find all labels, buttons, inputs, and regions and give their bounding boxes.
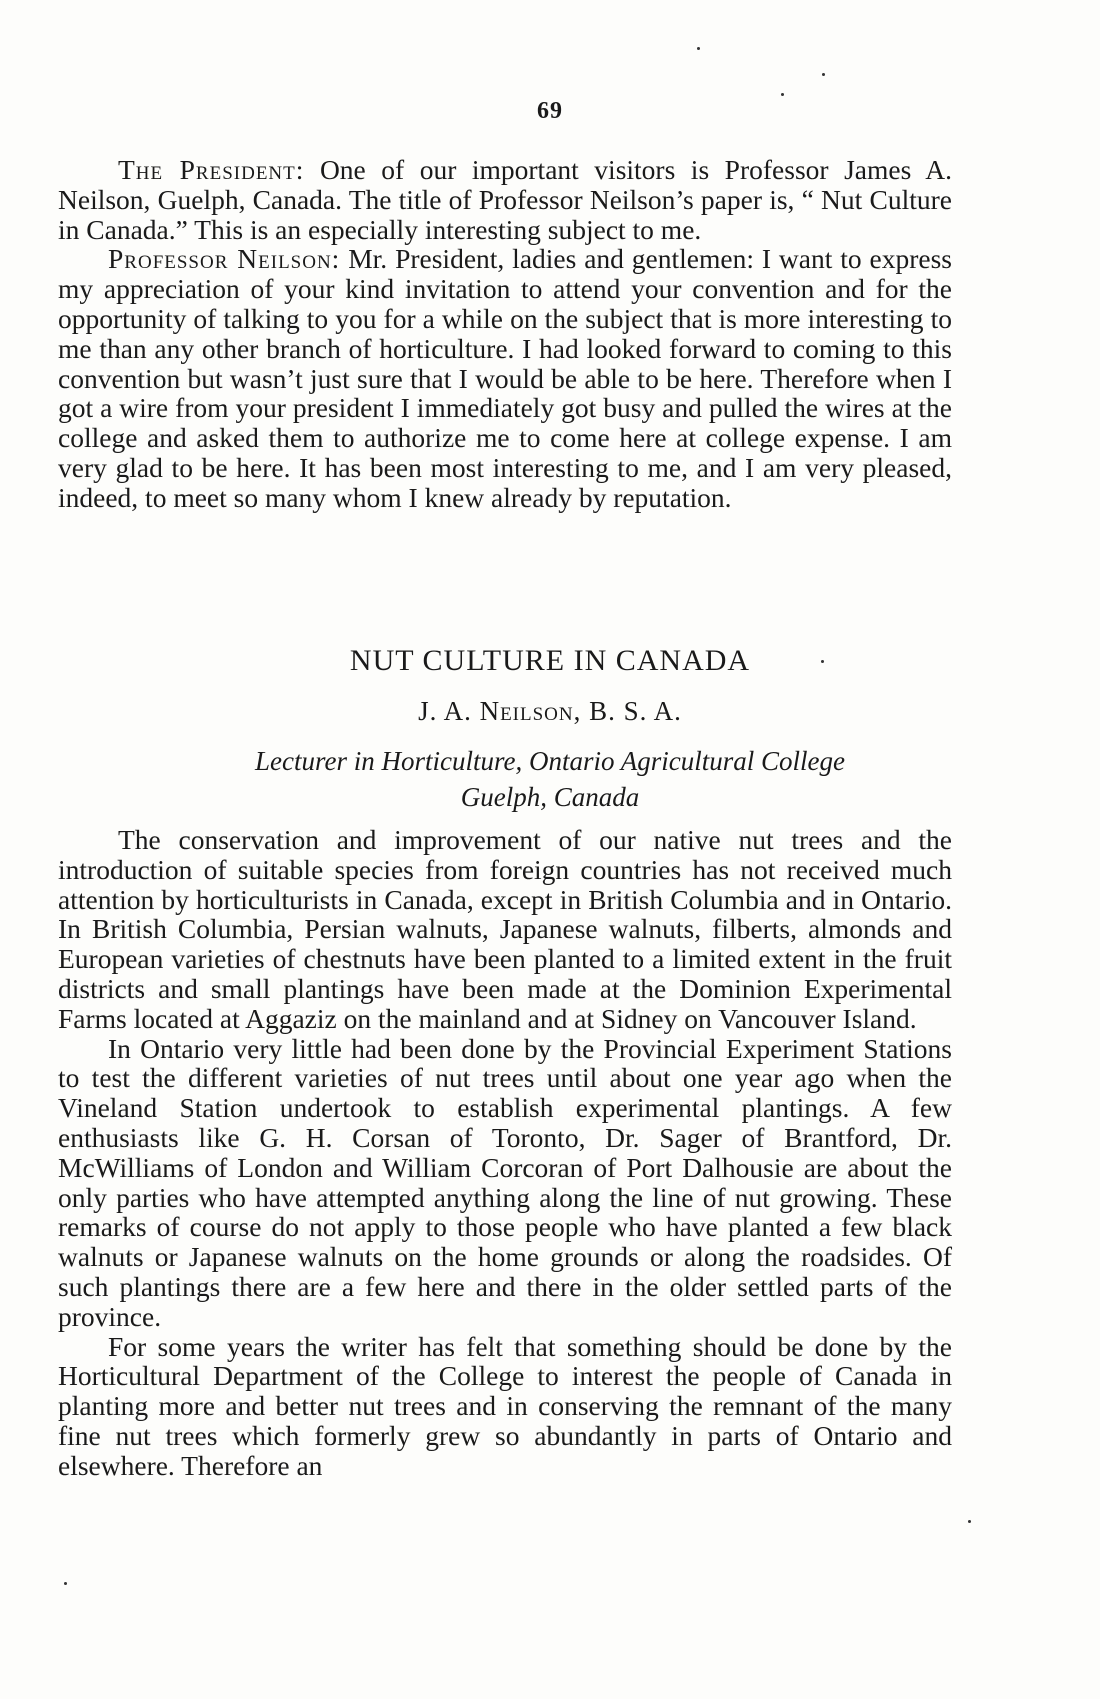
president-remarks <box>58 155 952 244</box>
article-author: J. A. Neilson, B. S. A. <box>418 696 682 726</box>
speaker-label-president: The President: <box>118 154 305 185</box>
intro-section <box>58 155 952 513</box>
affiliation-line-2: Guelph, Canada <box>460 782 640 812</box>
affiliation-line-1: Lecturer in Horticulture, Ontario Agricultural College <box>255 746 845 776</box>
body-paragraph-3: For some years the writer has felt that something should be done by the Horticultural Department of the College to interest the people of Canada in planting more and better nut trees and in conserving the remnant of the many fine nut trees which formerly grew so abundantly in parts of Ontario and elsewhere. Therefore an <box>58 1330 952 1481</box>
neilson-remarks-text: Mr. President, ladies and gentlemen: I want to express my appreciation of your kind invitation to attend your convention and for the opportunity of talking to you for a while on the subject that is more interesting to me than any other branch of horticulture. I had looked forward to coming to this convention but wasn’t just sure that I would be able to be here. Therefore when I got a wire from your president I immediately got busy and pulled the wires at the college and asked them to authorize me to come here at college expense. I am very glad to be here. It has been most interesting to me, and I am very pleased, indeed, to meet so many whom I knew already by reputation. <box>58 243 953 513</box>
scan-speck <box>821 660 824 663</box>
president-remarks-text: One of our important visitors is Professor James A. Neilson, Guelph, Canada. The title of Professor Neilson’s paper is, “ Nut Culture in Canada.” This is an especially interesting subject to me. <box>58 154 953 245</box>
body-paragraph-2: In Ontario very little had been done by the Provincial Experiment Stations to test the different varieties of nut trees until about one year ago when the Vineland Station undertook to establish experimental plantings. A few enthusiasts like G. H. Corsan of Toronto, Dr. Sager of Brantford, Dr. McWilliams of London and William Corcoran of Port Dalhousie are about the only parties who have attempted anything along the line of nut growing. These remarks of course do not apply to those people who have planted a few black walnuts or Japanese walnuts on the home grounds or along the roadsides. Of such plantings there are a few here and there in the older settled parts of the province. <box>58 1032 952 1332</box>
article-title: NUT CULTURE IN CANADA <box>349 644 751 677</box>
scan-speck <box>822 73 825 76</box>
page-number: 69 <box>537 98 563 124</box>
scan-speck <box>781 93 784 96</box>
speaker-label-neilson: Professor Neilson: <box>108 243 341 275</box>
scan-speck <box>64 1582 67 1585</box>
article-body <box>58 825 952 1481</box>
scan-speck <box>697 47 700 50</box>
neilson-remarks <box>58 244 952 512</box>
scan-speck <box>968 1520 971 1523</box>
body-paragraph-1: The conservation and improvement of our native nut trees and the introduction of suitable species from foreign countries has not received much attention by horticulturists in Canada, except in British Columbia and in Ontario. In British Columbia, Persian walnuts, Japanese walnuts, filberts, almonds and European varieties of chestnuts have been planted to a limited extent in the fruit districts and small plantings have been made at the Dominion Experimental Farms located at Aggaziz on the mainland and at Sidney on Vancouver Island. <box>58 824 952 1034</box>
author-affiliation <box>0 743 1100 815</box>
